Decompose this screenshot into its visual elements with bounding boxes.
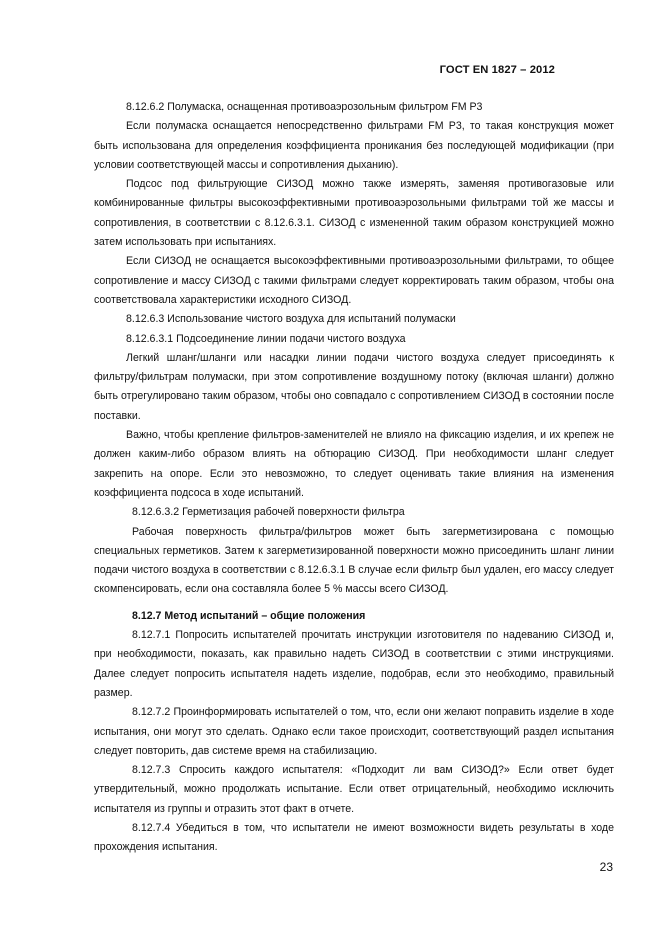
paragraph: Если СИЗОД не оснащается высокоэффективными противоаэрозольными фильтрами, то общее сопротивление и массу СИЗОД с такими фильтрами следует корректировать таким образом, чтобы она соответствовала характеристики исходного СИЗОД. <box>94 255 614 306</box>
section-heading-8-12-6-3-2: 8.12.6.3.2 Герметизация рабочей поверхности фильтра <box>132 506 405 519</box>
paragraph: Если полумаска оснащается непосредственно фильтрами FM P3, то такая конструкция может быть использована для определения коэффициента проникания без последующей модификации (при условии соответствующей массы и сопротивления дыханию). <box>94 120 614 171</box>
paragraph-8-12-7-3: 8.12.7.3 Спросить каждого испытателя: «Подходит ли вам СИЗОД?» Если ответ будет утвердительный, можно продолжать испытание. Если ответ отрицательный, необходимо исключить испытателя из группы и отразить этот факт в отчете. <box>94 764 614 815</box>
paragraph: Рабочая поверхность фильтра/фильтров может быть загерметизирована с помощью специальных герметиков. Затем к загерметизированной поверхности можно присоединить шланг линии подачи чистого воздуха в соответствии с 8.12.6.3.1 В случае если фильтр был удален, его массу следует скомпенсировать, если она составляла более 5 % массы всего СИЗОД. <box>94 525 614 596</box>
paragraph-8-12-7-2: 8.12.7.2 Проинформировать испытателей о том, что, если они желают поправить изделие в ходе испытания, они могут это сделать. Однако если такое происходит, соответствующий раздел испытания следует повторить, дав системе время на стабилизацию. <box>94 706 614 757</box>
standard-header: ГОСТ EN 1827 – 2012 <box>439 64 555 76</box>
paragraph-8-12-7-1: 8.12.7.1 Попросить испытателей прочитать инструкции изготовителя по надеванию СИЗОД и, при необходимости, показать, как правильно надеть СИЗОД в соответствии с этими инструкциями. Далее следует попросить испытателя надеть изделие, подобрав, если это необходимо, правильный размер. <box>94 629 614 699</box>
paragraph: Важно, чтобы крепление фильтров-заменителей не влияло на фиксацию изделия, и их крепеж не должен каким-либо образом влиять на обтюрацию СИЗОД. При необходимости шланг следует закрепить на опоре. Если это невозможно, то следует оценивать такие влияния на изменения коэффициента подсоса в ходе испытаний. <box>94 429 614 499</box>
document-body <box>94 98 614 858</box>
section-heading-8-12-6-2: 8.12.6.2 Полумаска, оснащенная противоаэрозольным фильтром FM P3 <box>126 101 483 113</box>
section-heading-8-12-6-3: 8.12.6.3 Использование чистого воздуха для испытаний полумаски <box>126 313 456 326</box>
section-heading-8-12-7: 8.12.7 Метод испытаний – общие положения <box>132 609 366 622</box>
section-heading-8-12-6-3-1: 8.12.6.3.1 Подсоединение линии подачи чистого воздуха <box>126 332 406 345</box>
paragraph-8-12-7-4: 8.12.7.4 Убедиться в том, что испытатели не имеют возможности видеть результаты в ходе прохождения испытания. <box>94 821 614 854</box>
paragraph: Легкий шланг/шланги или насадки линии подачи чистого воздуха следует присоединять к фильтру/фильтрам полумаски, при этом сопротивление воздушному потоку (включая шланги) должно быть отрегулировано таким образом, чтобы оно совпадало с сопротивлением СИЗОД в состоянии после поставки. <box>94 351 614 422</box>
paragraph: Подсос под фильтрующие СИЗОД можно также измерять, заменяя противогазовые или комбинированные фильтры высокоэффективными противоаэрозольными фильтрами той же массы и сопротивления, в соответствии с 8.12.6.3.1. СИЗОД с измененной таким образом конструкцией можно затем использовать при испытаниях. <box>94 178 614 249</box>
page-number: 23 <box>599 860 613 874</box>
